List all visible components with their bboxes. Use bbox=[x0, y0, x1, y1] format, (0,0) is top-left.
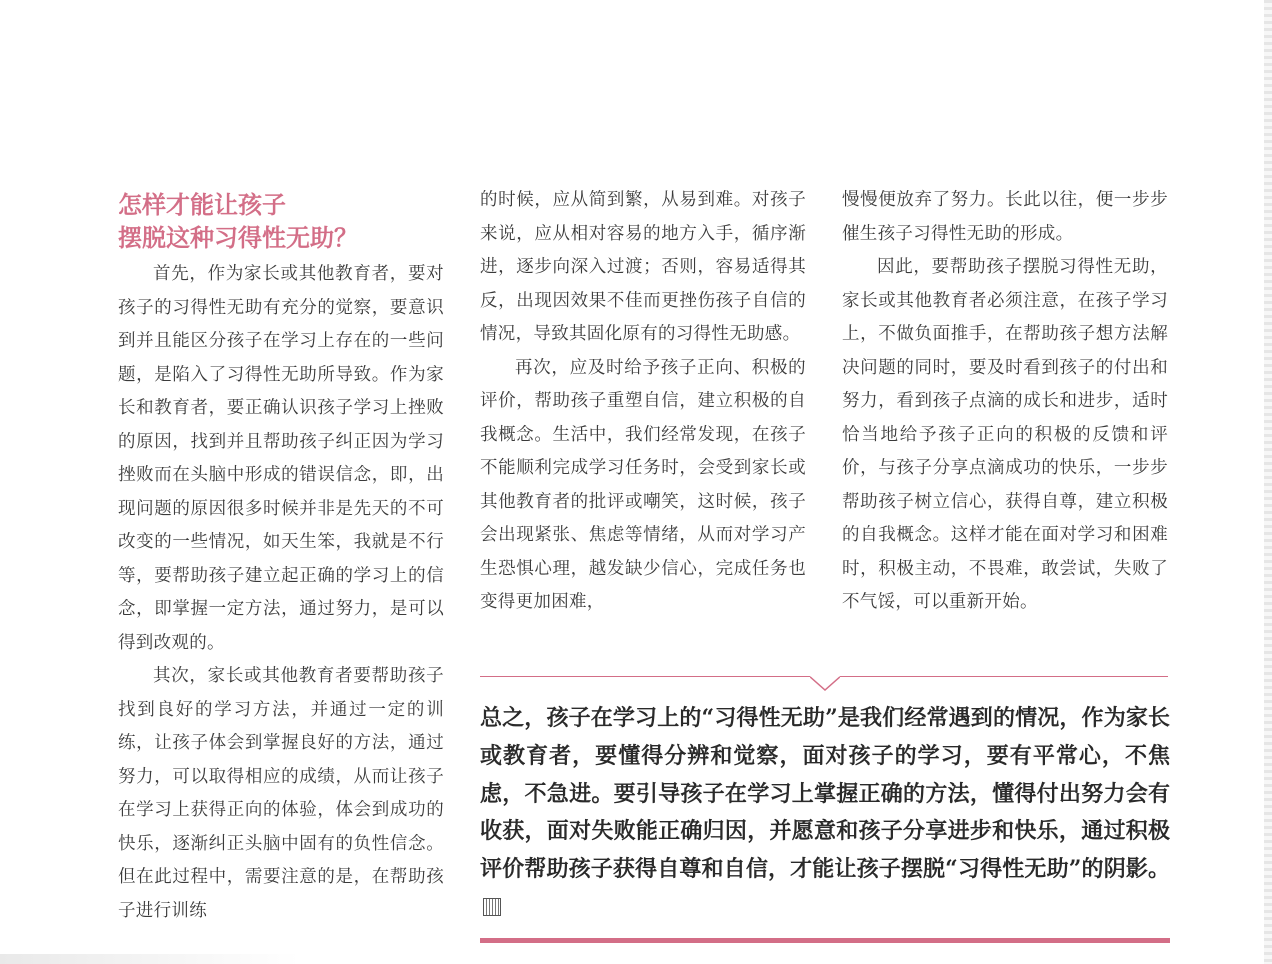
section-heading bbox=[118, 188, 444, 254]
paragraph-fourth: 因此，要帮助孩子摆脱习得性无助，家长或其他教育者必须注意，在孩子学习上，不做负面推手，在帮助孩子想方法解决问题的同时，要及时看到孩子的付出和努力，看到孩子点滴的成长和进步，适时恰当地给予孩子正向的积极的反馈和评价，与孩子分享点滴成功的快乐，一步步帮助孩子树立信心，获得自尊，建立积极的自我概念。这样才能在面对学习和困难时，积极主动，不畏难，敢尝试，失败了不气馁，可以重新开始。 bbox=[842, 257, 1168, 612]
paragraph-second: 其次，家长或其他教育者要帮助孩子找到良好的学习方法，并通过一定的训练，让孩子体会到掌握良好的方法，通过努力，可以取得相应的成绩，从而让孩子在学习上获得正向的体验，体会到成功的快乐，逐渐纠正头脑中固有的负性信念。但在此过程中，需要注意的是，在帮助孩子进行训练 bbox=[118, 666, 444, 921]
paragraph-first: 首先，作为家长或其他教育者，要对孩子的习得性无助有充分的觉察，要意识到并且能区分孩子在学习上存在的一些问题，是陷入了习得性无助所导致。作为家长和教育者，要正确认识孩子学习上挫败的原因，找到并且帮助孩子纠正因为学习挫败而在头脑中形成的错误信念，即，出现问题的原因很多时候并非是先天的不可改变的一些情况，如天生笨，我就是不行等，要帮助孩子建立起正确的学习上的信念，即掌握一定方法，通过努力，是可以得到改观的。 bbox=[118, 264, 444, 653]
paragraph-third: 再次，应及时给予孩子正向、积极的评价，帮助孩子重塑自信，建立积极的自我概念。生活中，我们经常发现，在孩子不能顺利完成学习任务时，会受到家长或其他教育者的批评或嘲笑，这时候，孩子会出现紧张、焦虑等情绪，从而对学习产生恐惧心理，越发缺少信心，完成任务也变得更加困难， bbox=[480, 357, 806, 612]
divider-line-right bbox=[840, 676, 1168, 677]
end-mark-icon bbox=[483, 898, 501, 916]
page-edge-decoration bbox=[1264, 0, 1272, 964]
paragraph-second-continued: 的时候，应从简到繁，从易到难。对孩子来说，应从相对容易的地方入手，循序渐进，逐步向深入过渡；否则，容易适得其反，出现因效果不佳而更挫伤孩子自信的情况，导致其固化原有的习得性无助感。 bbox=[480, 190, 806, 344]
text-column-2 bbox=[480, 184, 806, 620]
summary-divider bbox=[480, 674, 1168, 696]
divider-line-left bbox=[480, 676, 810, 677]
section-heading-line-1: 怎样才能让孩子 bbox=[118, 190, 286, 219]
divider-notch-icon bbox=[810, 676, 840, 692]
summary-text: 总之，孩子在学习上的“习得性无助”是我们经常遇到的情况，作为家长或教育者，要懂得分辨和觉察，面对孩子的学习，要有平常心，不焦虑，不急进。要引导孩子在学习上掌握正确的方法，懂得付出努力会有收获，面对失败能正确归因，并愿意和孩子分享进步和快乐，通过积极评价帮助孩子获得自尊和自信，才能让孩子摆脱“习得性无助”的阴影。 bbox=[480, 705, 1170, 883]
bottom-accent-rule bbox=[480, 938, 1170, 943]
text-column-3 bbox=[842, 184, 1168, 620]
summary-paragraph bbox=[480, 700, 1170, 927]
text-column-1 bbox=[118, 184, 444, 928]
paragraph-third-continued: 慢慢便放弃了努力。长此以往，便一步步催生孩子习得性无助的形成。 bbox=[842, 190, 1168, 244]
section-heading-line-2: 摆脱这种习得性无助？ bbox=[118, 223, 358, 252]
page-bottom-shadow bbox=[0, 954, 300, 964]
